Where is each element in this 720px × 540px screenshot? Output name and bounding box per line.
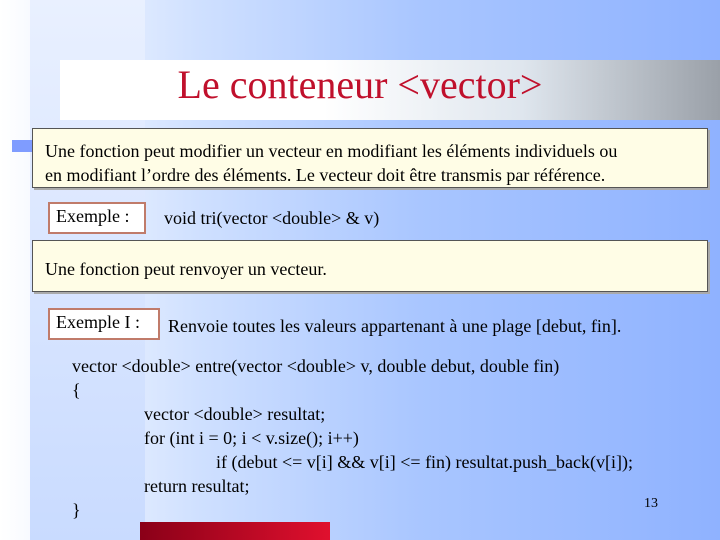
code-line-if: if (debut <= v[i] && v[i] <= fin) resultat.push_back(v[i]); (216, 452, 633, 472)
example-i-description: Renvoie toutes les valeurs appartenant à une plage [debut, fin]. (168, 316, 622, 336)
page-number: 13 (644, 496, 658, 511)
info-box-modify (32, 128, 708, 188)
code-line-return: return resultat; (144, 476, 250, 496)
info-return-text: Une fonction peut renvoyer un vecteur. (45, 259, 327, 279)
decorative-bottom-bar (140, 522, 330, 540)
code-line-for: for (int i = 0; i < v.size(); i++) (144, 428, 359, 448)
example-i-label: Exemple I : (48, 308, 160, 340)
code-line-signature: vector <double> entre(vector <double> v, double debut, double fin) (72, 356, 560, 376)
example-label: Exemple : (48, 202, 146, 234)
code-line-close-brace: } (72, 500, 81, 520)
info-box-return (32, 240, 708, 292)
slide-title: Le conteneur <vector> (177, 62, 543, 107)
example-code: void tri(vector <double> & v) (164, 208, 380, 228)
code-line-declaration: vector <double> resultat; (144, 404, 326, 424)
bullet-marker (12, 140, 32, 152)
code-line-open-brace: { (72, 380, 81, 400)
info-line-1: Une fonction peut modifier un vecteur en modifiant les éléments individuels ou (45, 141, 618, 161)
info-line-2: en modifiant l’ordre des éléments. Le vecteur doit être transmis par référence. (45, 165, 606, 185)
